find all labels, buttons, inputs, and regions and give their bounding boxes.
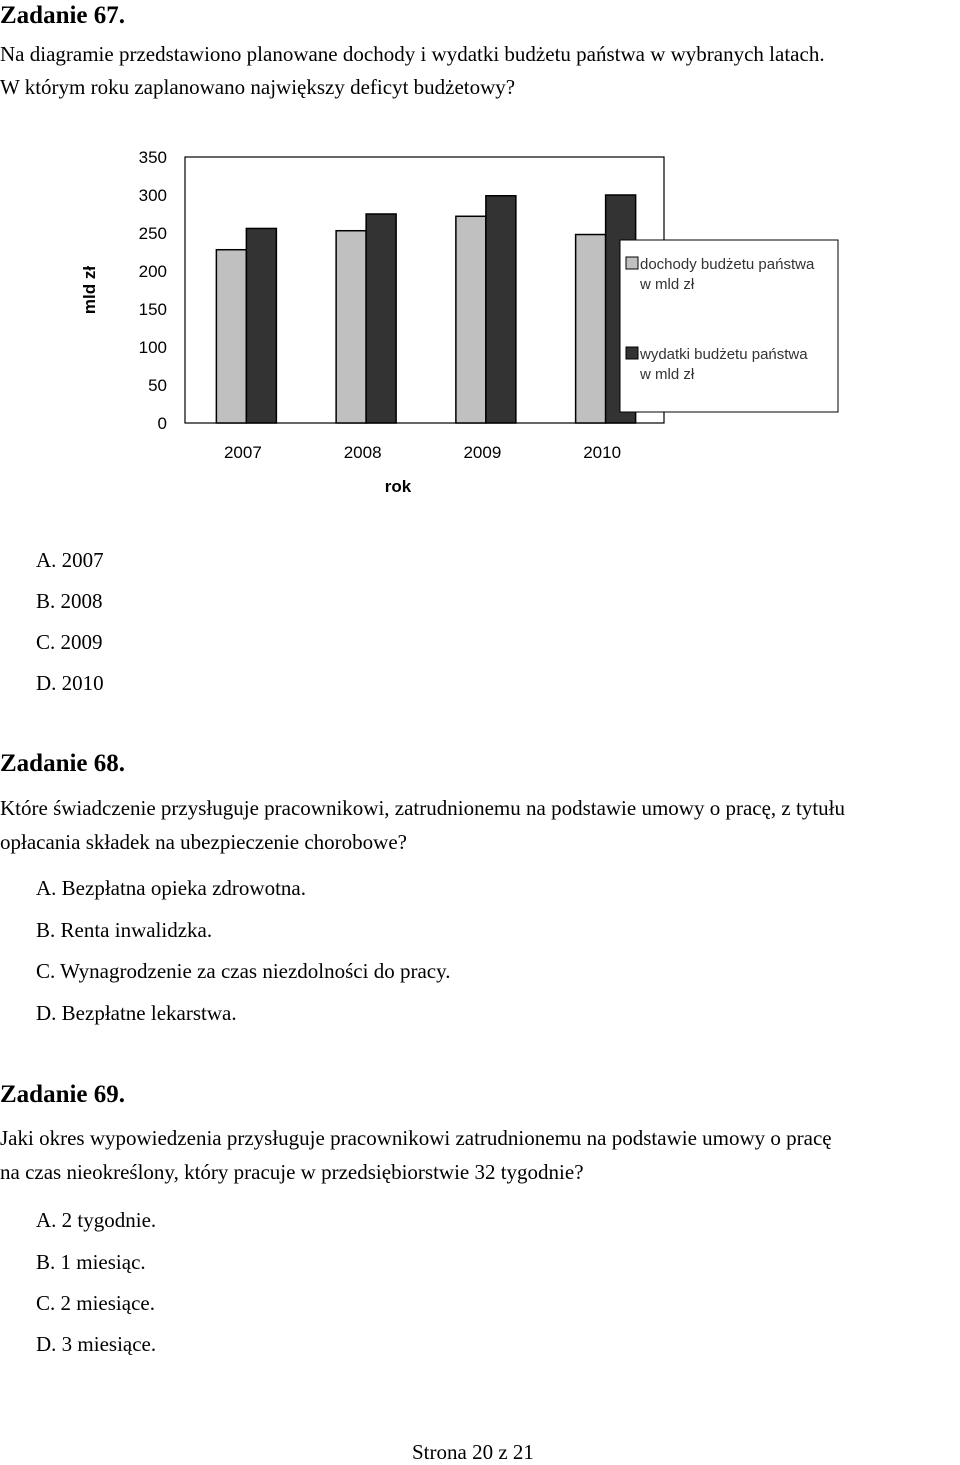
x-tick-label-2010: 2010 <box>583 443 622 462</box>
task-69-option-b: B. 1 miesiąc. <box>36 1250 146 1274</box>
task-67-title: Zadanie 67. <box>0 2 126 29</box>
page-number: Strona 20 z 21 <box>412 1440 534 1464</box>
x-tick-label-2008: 2008 <box>343 443 382 462</box>
legend-label-income-line-2: w mld zł <box>640 276 695 293</box>
task-69-question-line-2: na czas nieokreślony, który pracuje w przedsiębiorstwie 32 tygodnie? <box>0 1160 584 1184</box>
task-67-option-a: A. 2007 <box>36 548 104 572</box>
task-67-question-line-2: W którym roku zaplanowano największy deficyt budżetowy? <box>0 75 516 99</box>
task-67-question-line-1: Na diagramie przedstawiono planowane dochody i wydatki budżetu państwa w wybranych latach. <box>0 42 825 66</box>
y-tick-label-250: 250 <box>138 224 167 243</box>
task-69-option-a: A. 2 tygodnie. <box>36 1208 157 1232</box>
x-tick-label-2007: 2007 <box>223 443 262 462</box>
y-tick-label-200: 200 <box>138 262 167 281</box>
y-tick-label-350: 350 <box>138 148 167 167</box>
task-69-option-c: C. 2 miesiące. <box>36 1291 155 1315</box>
x-axis-label: rok <box>384 477 412 496</box>
task-68-option-d: D. Bezpłatne lekarstwa. <box>36 1001 237 1025</box>
expense-bar-2008 <box>366 214 396 423</box>
task-68-option-b: B. Renta inwalidzka. <box>36 918 213 942</box>
task-68-option-c: C. Wynagrodzenie za czas niezdolności do pracy. <box>36 959 451 983</box>
task-69-option-d: D. 3 miesiące. <box>36 1332 157 1356</box>
task-68-title: Zadanie 68. <box>0 750 126 777</box>
income-bar-2007 <box>216 250 246 423</box>
y-tick-label-50: 50 <box>148 376 167 395</box>
y-axis-label: mld zł <box>80 265 99 315</box>
income-bar-2009 <box>456 216 486 423</box>
income-bar-2008 <box>336 231 366 423</box>
x-tick-label-2009: 2009 <box>463 443 502 462</box>
income-bar-2010 <box>576 235 606 423</box>
task-68-question-line-2: opłacania składek na ubezpieczenie chorobowe? <box>0 830 407 854</box>
expense-bar-2009 <box>486 196 516 423</box>
task-67-option-b: B. 2008 <box>36 589 103 613</box>
legend-swatch-income <box>626 257 638 269</box>
task-69-question-line-1: Jaki okres wypowiedzenia przysługuje pracownikowi zatrudnionemu na podstawie umowy o pracę <box>0 1126 832 1150</box>
expense-bar-2007 <box>246 228 276 423</box>
y-tick-label-150: 150 <box>138 300 167 319</box>
y-tick-label-300: 300 <box>138 186 167 205</box>
y-tick-label-0: 0 <box>157 414 167 433</box>
legend-swatch-expense <box>626 347 638 359</box>
legend-label-expense-line-1: wydatki budżetu państwa <box>640 346 808 363</box>
y-tick-label-100: 100 <box>138 338 167 357</box>
legend-label-expense-line-2: w mld zł <box>640 366 695 383</box>
budget-bar-chart <box>60 140 850 500</box>
legend-label-income-line-1: dochody budżetu państwa <box>640 256 815 273</box>
task-67-option-d: D. 2010 <box>36 671 104 695</box>
task-67-option-c: C. 2009 <box>36 630 103 654</box>
task-69-title: Zadanie 69. <box>0 1081 126 1108</box>
task-68-question-line-1: Które świadczenie przysługuje pracownikowi, zatrudnionemu na podstawie umowy o pracę, z tytułu <box>0 796 845 820</box>
task-68-option-a: A. Bezpłatna opieka zdrowotna. <box>36 876 306 900</box>
